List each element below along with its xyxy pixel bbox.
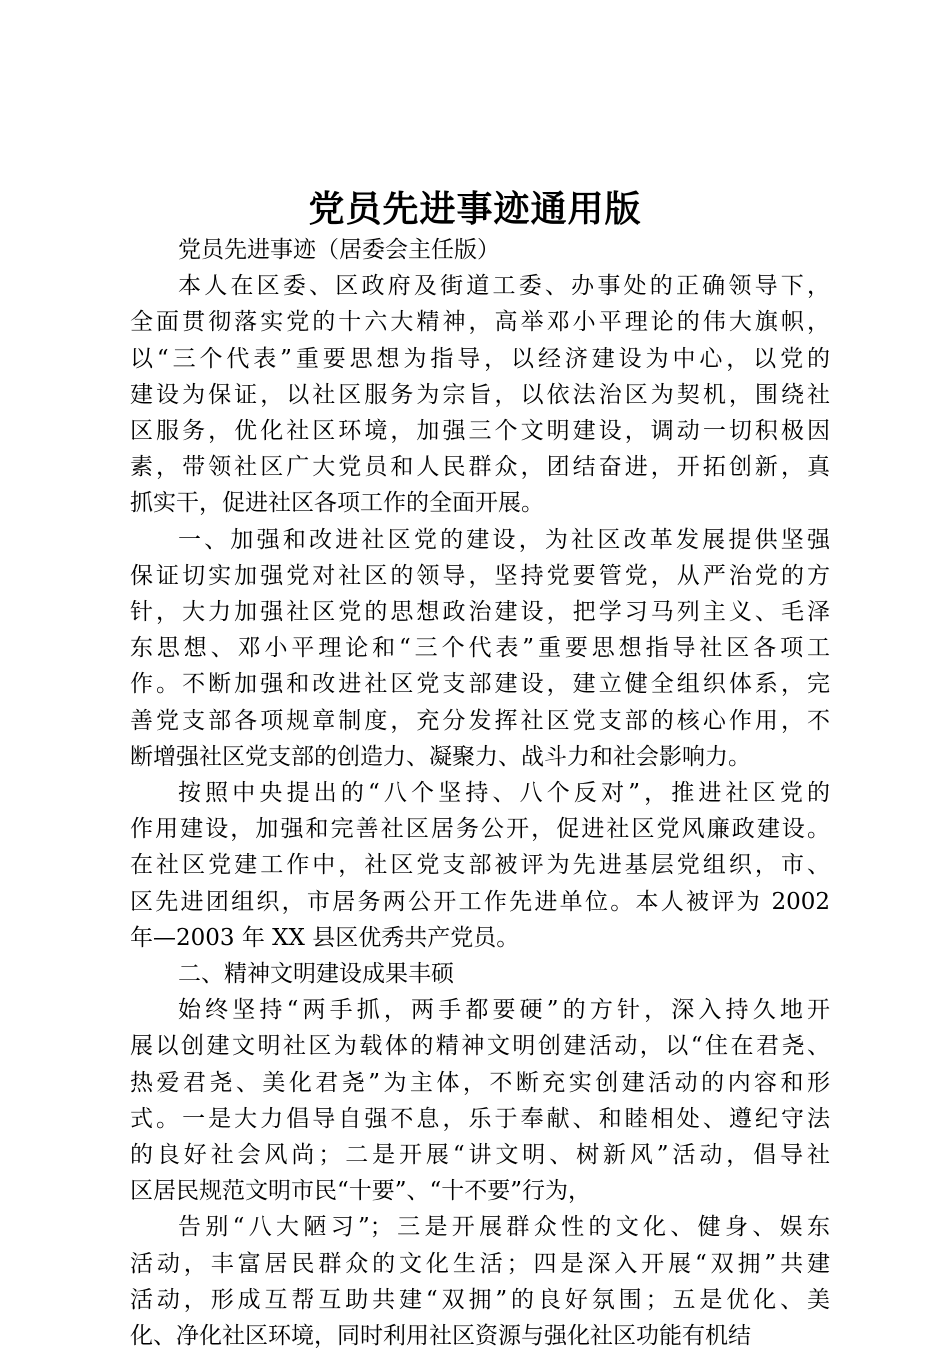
document-title: 党员先进事迹通用版: [308, 188, 642, 230]
paragraph-line: 年—2003 年 XX 县区优秀共产党员。: [130, 924, 520, 951]
document-body: [130, 232, 830, 1354]
paragraph-line: 善党支部各项规章制度，充分发挥社区党支部的核心作用，不: [130, 707, 830, 734]
paragraph-line: 抓实干，促进社区各项工作的全面开展。: [130, 490, 544, 517]
paragraph-line: 告别“八大陋习”；三是开展群众性的文化、健身、娱东: [178, 1214, 830, 1241]
paragraph-line: 作。不断加强和改进社区党支部建设，建立健全组织体系，完: [130, 671, 830, 698]
paragraph-line: 区居民规范文明市民“十要”、“十不要”行为，: [130, 1178, 592, 1205]
paragraph: [130, 992, 830, 1209]
paragraph-line: 的良好社会风尚；二是开展“讲文明、树新风”活动，倡导社: [130, 1142, 830, 1169]
paragraph-line: 活动，丰富居民群众的文化生活；四是深入开展“双拥”共建: [130, 1250, 830, 1277]
paragraph-line: 保证切实加强党对社区的领导，坚持党要管党，从严治党的方: [130, 562, 830, 589]
paragraph-line: 活动，形成互帮互助共建“双拥”的良好氛围；五是优化、美: [130, 1286, 830, 1313]
paragraph-line: 在社区党建工作中，社区党支部被评为先进基层党组织，市、: [130, 852, 830, 879]
paragraph-line: 建设为保证，以社区服务为宗旨，以依法治区为契机，围绕社: [130, 381, 830, 408]
paragraph-line: 二、精神文明建设成果丰硕: [178, 961, 454, 988]
paragraph: [130, 522, 830, 775]
paragraph-line: 式。一是大力倡导自强不息，乐于奉献、和睦相处、遵纪守法: [130, 1105, 830, 1132]
paragraph: [130, 775, 830, 956]
paragraph: [130, 268, 830, 521]
paragraph-line: 针，大力加强社区党的思想政治建设，把学习马列主义、毛泽: [130, 599, 830, 626]
paragraph-line: 党员先进事迹（居委会主任版）: [178, 237, 500, 263]
paragraph-line: 东思想、邓小平理论和“三个代表”重要思想指导社区各项工: [130, 635, 830, 662]
paragraph-line: 一、加强和改进社区党的建设，为社区改革发展提供坚强: [178, 526, 830, 553]
paragraph: [130, 232, 830, 268]
paragraph-line: 本人在区委、区政府及街道工委、办事处的正确领导下，: [178, 273, 830, 300]
paragraph-line: 区先进团组织，市居务两公开工作先进单位。本人被评为 2002: [130, 888, 830, 915]
paragraph: [130, 1209, 830, 1354]
paragraph-line: 作用建设，加强和完善社区居务公开，促进社区党风廉政建设。: [130, 816, 830, 843]
paragraph-line: 区服务，优化社区环境，加强三个文明建设，调动一切积极因: [130, 418, 830, 445]
paragraph-line: 按照中央提出的“八个坚持、八个反对”，推进社区党的: [178, 780, 830, 807]
paragraph-line: 素，带领社区广大党员和人民群众，团结奋进，开拓创新，真: [130, 454, 830, 481]
paragraph-line: 热爱君尧、美化君尧”为主体，不断充实创建活动的内容和形: [130, 1069, 830, 1096]
paragraph-line: 化、净化社区环境，同时利用社区资源与强化社区功能有机结: [130, 1323, 751, 1350]
paragraph-line: 始终坚持“两手抓，两手都要硬”的方针，深入持久地开: [178, 997, 830, 1024]
paragraph: [130, 956, 830, 992]
paragraph-line: 断增强社区党支部的创造力、凝聚力、战斗力和社会影响力。: [130, 743, 751, 770]
paragraph-line: 以“三个代表”重要思想为指导，以经济建设为中心，以党的: [130, 345, 830, 372]
paragraph-line: 全面贯彻落实党的十六大精神，高举邓小平理论的伟大旗帜，: [130, 309, 830, 336]
paragraph-line: 展以创建文明社区为载体的精神文明创建活动，以“住在君尧、: [130, 1033, 830, 1060]
